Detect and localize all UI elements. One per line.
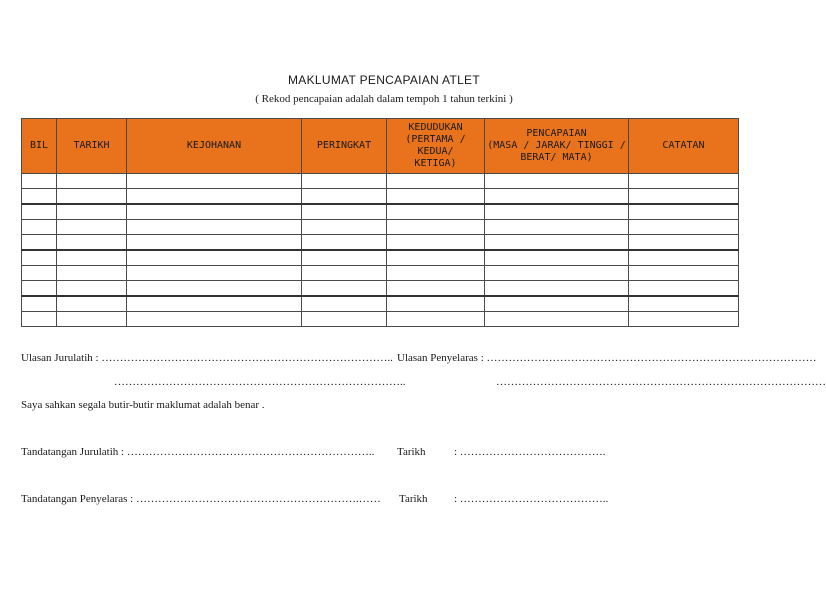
tarikh-field-1[interactable]: : …………………………………. bbox=[454, 446, 606, 458]
table-cell[interactable] bbox=[629, 174, 739, 189]
table-row bbox=[22, 235, 739, 251]
table-cell[interactable] bbox=[57, 296, 127, 312]
table-cell[interactable] bbox=[127, 266, 302, 281]
ulasan-jurulatih-field[interactable]: Ulasan Jurulatih : …………………………………………………………………….. bbox=[21, 352, 393, 364]
table-cell[interactable] bbox=[57, 312, 127, 327]
column-header-tarikh: TARIKH bbox=[57, 119, 127, 174]
table-cell[interactable] bbox=[387, 174, 485, 189]
ulasan-jurulatih-continuation[interactable]: …………………………………………………………………….. bbox=[114, 376, 406, 388]
table-body bbox=[22, 174, 739, 327]
column-header-bil: BIL bbox=[22, 119, 57, 174]
table-cell[interactable] bbox=[387, 220, 485, 235]
table-cell[interactable] bbox=[127, 296, 302, 312]
table-cell[interactable] bbox=[629, 189, 739, 205]
table-cell[interactable] bbox=[127, 204, 302, 220]
table-header-row bbox=[22, 119, 739, 174]
table-cell[interactable] bbox=[127, 189, 302, 205]
table-row bbox=[22, 250, 739, 266]
table-cell[interactable] bbox=[22, 312, 57, 327]
table-cell[interactable] bbox=[22, 174, 57, 189]
table-cell[interactable] bbox=[485, 204, 629, 220]
table-cell[interactable] bbox=[302, 174, 387, 189]
tarikh-label-1: Tarikh bbox=[397, 446, 426, 458]
table-cell[interactable] bbox=[629, 266, 739, 281]
page-subtitle: ( Rekod pencapaian adalah dalam tempoh 1 tahun terkini ) bbox=[255, 93, 513, 105]
achievement-table bbox=[21, 118, 739, 327]
table-row bbox=[22, 296, 739, 312]
table-row bbox=[22, 312, 739, 327]
table-cell[interactable] bbox=[22, 189, 57, 205]
table-cell[interactable] bbox=[302, 204, 387, 220]
table-cell[interactable] bbox=[629, 220, 739, 235]
table-cell[interactable] bbox=[22, 235, 57, 251]
table-cell[interactable] bbox=[302, 250, 387, 266]
table-cell[interactable] bbox=[485, 312, 629, 327]
table-cell[interactable] bbox=[387, 235, 485, 251]
table-cell[interactable] bbox=[57, 281, 127, 297]
table-cell[interactable] bbox=[57, 235, 127, 251]
table-cell[interactable] bbox=[57, 174, 127, 189]
column-header-catatan: CATATAN bbox=[629, 119, 739, 174]
tarikh-label-2: Tarikh bbox=[399, 493, 428, 505]
table-cell[interactable] bbox=[57, 204, 127, 220]
table-row bbox=[22, 204, 739, 220]
table-cell[interactable] bbox=[127, 174, 302, 189]
pengesahan-statement: Saya sahkan segala butir-butir maklumat adalah benar . bbox=[21, 399, 265, 411]
tandatangan-penyelaras-field[interactable]: Tandatangan Penyelaras : …………………………………………………….…… bbox=[21, 493, 381, 505]
table-cell[interactable] bbox=[629, 312, 739, 327]
table-cell[interactable] bbox=[57, 189, 127, 205]
table-cell[interactable] bbox=[629, 235, 739, 251]
table-cell[interactable] bbox=[127, 235, 302, 251]
ulasan-penyelaras-field[interactable]: Ulasan Penyelaras : ……………………………………………………………………………… bbox=[397, 352, 817, 364]
table-cell[interactable] bbox=[485, 174, 629, 189]
table-cell[interactable] bbox=[22, 250, 57, 266]
table-cell[interactable] bbox=[485, 296, 629, 312]
table-cell[interactable] bbox=[387, 250, 485, 266]
table-cell[interactable] bbox=[302, 189, 387, 205]
table-row bbox=[22, 266, 739, 281]
table-cell[interactable] bbox=[22, 204, 57, 220]
table-cell[interactable] bbox=[387, 312, 485, 327]
page-title: MAKLUMAT PENCAPAIAN ATLET bbox=[288, 73, 480, 87]
table-cell[interactable] bbox=[629, 250, 739, 266]
table-cell[interactable] bbox=[485, 281, 629, 297]
table-cell[interactable] bbox=[57, 266, 127, 281]
column-header-kedudukan: KEDUDUKAN (PERTAMA / KEDUA/ KETIGA) bbox=[387, 119, 485, 174]
table-cell[interactable] bbox=[22, 266, 57, 281]
column-header-kejohanan: KEJOHANAN bbox=[127, 119, 302, 174]
column-header-peringkat: PERINGKAT bbox=[302, 119, 387, 174]
table-cell[interactable] bbox=[629, 204, 739, 220]
table-cell[interactable] bbox=[127, 281, 302, 297]
table-cell[interactable] bbox=[387, 281, 485, 297]
table-cell[interactable] bbox=[22, 281, 57, 297]
tarikh-field-2[interactable]: : ………………………………….. bbox=[454, 493, 609, 505]
table-cell[interactable] bbox=[57, 250, 127, 266]
table-cell[interactable] bbox=[127, 312, 302, 327]
table-cell[interactable] bbox=[127, 220, 302, 235]
table-cell[interactable] bbox=[302, 266, 387, 281]
tandatangan-jurulatih-field[interactable]: Tandatangan Jurulatih : ………………………………………………………….. bbox=[21, 446, 375, 458]
table-cell[interactable] bbox=[127, 250, 302, 266]
table-cell[interactable] bbox=[485, 235, 629, 251]
table-cell[interactable] bbox=[485, 189, 629, 205]
table-cell[interactable] bbox=[485, 220, 629, 235]
table-cell[interactable] bbox=[629, 281, 739, 297]
table-cell[interactable] bbox=[57, 220, 127, 235]
table-row bbox=[22, 220, 739, 235]
table-row bbox=[22, 189, 739, 205]
ulasan-penyelaras-continuation[interactable]: ……………………………………………………………………………… bbox=[496, 376, 826, 388]
table-cell[interactable] bbox=[302, 220, 387, 235]
table-cell[interactable] bbox=[485, 266, 629, 281]
table-cell[interactable] bbox=[22, 220, 57, 235]
table-row bbox=[22, 281, 739, 297]
column-header-pencapaian: PENCAPAIAN (MASA / JARAK/ TINGGI / BERAT/ MATA) bbox=[485, 119, 629, 174]
table-cell[interactable] bbox=[22, 296, 57, 312]
table-cell[interactable] bbox=[302, 312, 387, 327]
table-cell[interactable] bbox=[302, 296, 387, 312]
table-cell[interactable] bbox=[387, 266, 485, 281]
table-cell[interactable] bbox=[387, 204, 485, 220]
table-cell[interactable] bbox=[387, 189, 485, 205]
table-row bbox=[22, 174, 739, 189]
table-cell[interactable] bbox=[629, 296, 739, 312]
table-cell[interactable] bbox=[302, 235, 387, 251]
table-cell[interactable] bbox=[485, 250, 629, 266]
table-cell[interactable] bbox=[302, 281, 387, 297]
table-cell[interactable] bbox=[387, 296, 485, 312]
